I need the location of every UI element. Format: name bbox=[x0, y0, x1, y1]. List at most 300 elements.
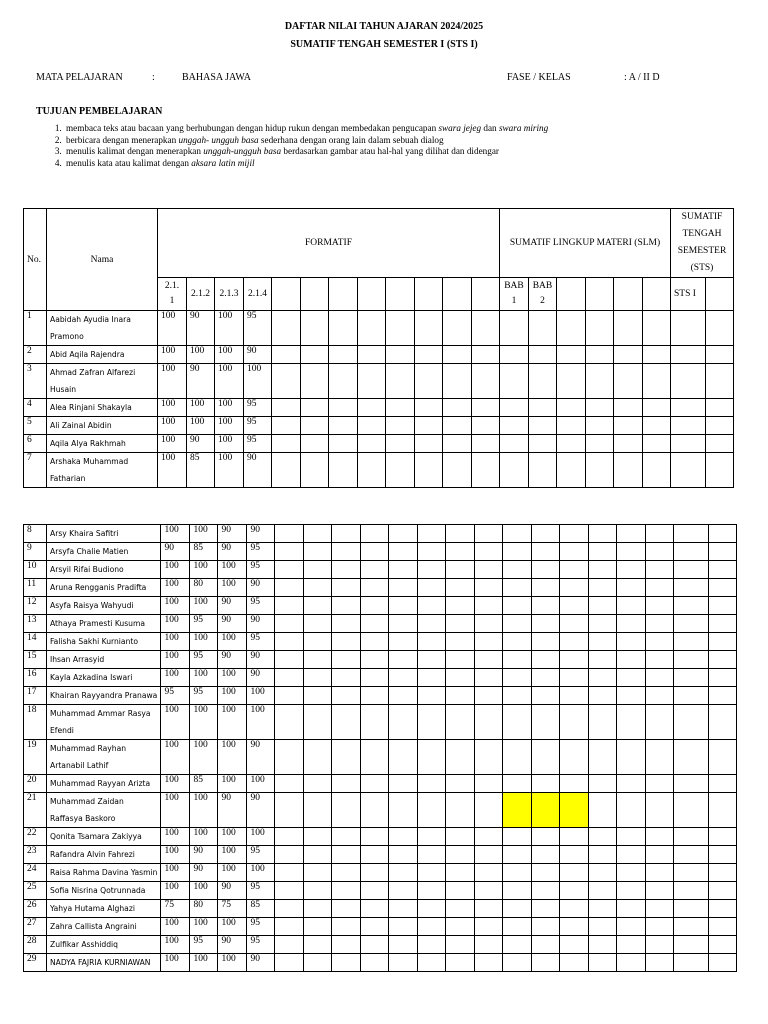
empty-cell bbox=[332, 882, 361, 900]
empty-cell bbox=[361, 651, 389, 669]
empty-cell bbox=[304, 900, 332, 918]
empty-cell bbox=[332, 543, 361, 561]
empty-cell bbox=[329, 417, 358, 435]
empty-cell bbox=[361, 918, 389, 936]
empty-cell bbox=[614, 311, 643, 346]
student-row bbox=[24, 311, 734, 346]
empty-cell bbox=[329, 311, 358, 346]
student-number: 11 bbox=[24, 579, 47, 597]
student-number: 13 bbox=[24, 615, 47, 633]
empty-cell bbox=[304, 936, 332, 954]
empty-cell bbox=[475, 705, 503, 740]
empty-cell bbox=[332, 633, 361, 651]
empty-cell bbox=[503, 705, 532, 740]
empty-cell bbox=[560, 597, 589, 615]
student-row bbox=[24, 633, 737, 651]
empty-cell bbox=[500, 399, 529, 417]
score-cell: 100 bbox=[161, 864, 190, 882]
empty-cell bbox=[529, 453, 557, 488]
score-cell: 100 bbox=[158, 364, 187, 399]
score-cell: 95 bbox=[190, 687, 218, 705]
empty-cell bbox=[415, 417, 443, 435]
empty-cell bbox=[304, 597, 332, 615]
student-name: Ahmad Zafran Alfarezi Husain bbox=[47, 364, 158, 399]
empty-cell bbox=[389, 615, 418, 633]
empty-cell bbox=[643, 399, 671, 417]
score-cell: 100 bbox=[218, 705, 247, 740]
score-cell: 100 bbox=[218, 918, 247, 936]
empty-cell bbox=[503, 561, 532, 579]
empty-cell bbox=[589, 543, 617, 561]
empty-cell bbox=[589, 864, 617, 882]
empty-cell bbox=[475, 687, 503, 705]
empty-cell bbox=[475, 615, 503, 633]
empty-cell bbox=[275, 954, 304, 972]
empty-cell bbox=[304, 882, 332, 900]
empty-cell bbox=[275, 846, 304, 864]
empty-cell bbox=[418, 918, 446, 936]
score-cell: 90 bbox=[187, 435, 215, 453]
score-cell: 100 bbox=[244, 364, 272, 399]
score-cell: 85 bbox=[247, 900, 275, 918]
empty-cell bbox=[475, 543, 503, 561]
empty-cell bbox=[446, 936, 475, 954]
header-formatif: FORMATIF bbox=[158, 209, 500, 278]
empty-cell bbox=[389, 651, 418, 669]
empty-cell bbox=[674, 561, 709, 579]
empty-cell bbox=[617, 543, 646, 561]
empty-cell bbox=[674, 828, 709, 846]
empty-cell bbox=[446, 525, 475, 543]
empty-cell bbox=[709, 543, 737, 561]
empty-cell bbox=[646, 561, 674, 579]
empty-cell bbox=[557, 435, 586, 453]
student-row bbox=[24, 525, 737, 543]
score-cell: 75 bbox=[161, 900, 190, 918]
score-cell: 95 bbox=[247, 846, 275, 864]
empty-cell bbox=[614, 453, 643, 488]
score-cell: 90 bbox=[218, 525, 247, 543]
student-name: Sofia Nisrina Qotrunnada bbox=[47, 882, 161, 900]
score-cell: 95 bbox=[247, 633, 275, 651]
student-number: 18 bbox=[24, 705, 47, 740]
score-cell: 100 bbox=[190, 525, 218, 543]
empty-cell bbox=[472, 399, 500, 417]
empty-cell bbox=[304, 918, 332, 936]
empty-cell bbox=[674, 882, 709, 900]
empty-cell bbox=[332, 793, 361, 828]
score-cell: 100 bbox=[218, 633, 247, 651]
empty-cell bbox=[361, 775, 389, 793]
empty-cell bbox=[446, 543, 475, 561]
student-number: 20 bbox=[24, 775, 47, 793]
score-cell: 90 bbox=[218, 793, 247, 828]
empty-cell bbox=[529, 435, 557, 453]
score-cell: 95 bbox=[247, 918, 275, 936]
empty-cell bbox=[418, 633, 446, 651]
empty-cell bbox=[706, 311, 734, 346]
student-name: Raisa Rahma Davina Yasmin bbox=[47, 864, 161, 882]
empty-cell bbox=[646, 936, 674, 954]
score-cell: 100 bbox=[161, 954, 190, 972]
empty-cell bbox=[560, 651, 589, 669]
empty-cell bbox=[332, 687, 361, 705]
score-cell: 100 bbox=[218, 740, 247, 775]
empty-cell bbox=[275, 651, 304, 669]
empty-cell bbox=[275, 543, 304, 561]
empty-cell bbox=[557, 346, 586, 364]
empty-cell bbox=[589, 918, 617, 936]
empty-cell bbox=[586, 311, 614, 346]
empty-cell bbox=[617, 828, 646, 846]
score-cell: 100 bbox=[161, 740, 190, 775]
empty-cell bbox=[674, 579, 709, 597]
empty-cell bbox=[646, 705, 674, 740]
score-cell: 75 bbox=[218, 900, 247, 918]
empty-cell bbox=[443, 453, 472, 488]
empty-cell bbox=[332, 954, 361, 972]
student-row bbox=[24, 918, 737, 936]
empty-cell bbox=[301, 311, 329, 346]
empty-cell bbox=[706, 399, 734, 417]
empty-cell bbox=[586, 453, 614, 488]
score-cell: 90 bbox=[247, 525, 275, 543]
empty-cell bbox=[532, 597, 560, 615]
student-row bbox=[24, 543, 737, 561]
student-name: Kayla Azkadina Iswari bbox=[47, 669, 161, 687]
empty-cell bbox=[304, 543, 332, 561]
empty-cell bbox=[709, 846, 737, 864]
empty-cell bbox=[617, 561, 646, 579]
empty-cell bbox=[446, 597, 475, 615]
empty-cell bbox=[418, 740, 446, 775]
grade-table-part-1 bbox=[23, 208, 734, 488]
empty-cell bbox=[646, 864, 674, 882]
student-row bbox=[24, 775, 737, 793]
empty-cell bbox=[475, 561, 503, 579]
header-sts: SUMATIF TENGAH SEMESTER (STS) bbox=[671, 209, 734, 278]
empty-cell bbox=[589, 882, 617, 900]
empty-cell bbox=[560, 615, 589, 633]
empty-cell bbox=[503, 740, 532, 775]
empty-cell bbox=[532, 615, 560, 633]
empty-cell bbox=[275, 740, 304, 775]
student-number: 6 bbox=[24, 435, 47, 453]
empty-cell bbox=[646, 633, 674, 651]
empty-cell bbox=[589, 846, 617, 864]
student-row bbox=[24, 615, 737, 633]
score-cell: 100 bbox=[218, 846, 247, 864]
empty-cell bbox=[503, 846, 532, 864]
empty-cell bbox=[418, 882, 446, 900]
score-cell: 100 bbox=[247, 687, 275, 705]
empty-cell bbox=[674, 954, 709, 972]
empty-cell bbox=[532, 846, 560, 864]
empty-cell bbox=[418, 579, 446, 597]
empty-cell bbox=[709, 828, 737, 846]
empty-cell bbox=[475, 651, 503, 669]
empty-cell bbox=[446, 579, 475, 597]
empty-cell bbox=[415, 346, 443, 364]
empty-cell bbox=[500, 346, 529, 364]
student-row bbox=[24, 740, 737, 775]
empty-cell bbox=[503, 579, 532, 597]
empty-cell bbox=[418, 793, 446, 828]
empty-cell bbox=[646, 775, 674, 793]
empty-cell bbox=[358, 364, 386, 399]
empty-cell bbox=[617, 633, 646, 651]
empty-cell bbox=[589, 775, 617, 793]
empty-cell bbox=[706, 453, 734, 488]
score-cell: 90 bbox=[218, 651, 247, 669]
empty-cell bbox=[304, 846, 332, 864]
student-number: 28 bbox=[24, 936, 47, 954]
header-slm: SUMATIF LINGKUP MATERI (SLM) bbox=[500, 209, 671, 278]
empty-cell bbox=[272, 311, 301, 346]
empty-cell bbox=[646, 687, 674, 705]
empty-cell bbox=[332, 669, 361, 687]
empty-cell bbox=[586, 364, 614, 399]
empty-cell bbox=[415, 435, 443, 453]
empty-cell bbox=[418, 775, 446, 793]
student-number: 8 bbox=[24, 525, 47, 543]
empty-cell bbox=[475, 633, 503, 651]
empty-cell bbox=[389, 864, 418, 882]
empty-cell bbox=[361, 954, 389, 972]
empty-cell bbox=[560, 705, 589, 740]
empty-cell bbox=[503, 828, 532, 846]
empty-cell bbox=[643, 453, 671, 488]
student-name: Muhammad Rayyan Arizta bbox=[47, 775, 161, 793]
student-number: 1 bbox=[24, 311, 47, 346]
empty-cell bbox=[674, 705, 709, 740]
empty-cell bbox=[446, 793, 475, 828]
empty-cell bbox=[532, 525, 560, 543]
empty-cell bbox=[275, 900, 304, 918]
empty-cell bbox=[589, 936, 617, 954]
empty-cell bbox=[389, 918, 418, 936]
header-2-1-2: 2.1.2 bbox=[187, 278, 215, 311]
empty-cell bbox=[532, 561, 560, 579]
empty-cell bbox=[589, 793, 617, 828]
score-cell: 90 bbox=[218, 615, 247, 633]
empty-cell bbox=[532, 864, 560, 882]
score-cell: 90 bbox=[247, 669, 275, 687]
empty-cell bbox=[503, 900, 532, 918]
score-cell: 100 bbox=[215, 399, 244, 417]
score-cell: 90 bbox=[247, 954, 275, 972]
empty-cell bbox=[386, 399, 415, 417]
empty-cell bbox=[389, 705, 418, 740]
student-row bbox=[24, 882, 737, 900]
student-number: 12 bbox=[24, 597, 47, 615]
empty-cell bbox=[361, 846, 389, 864]
score-cell: 100 bbox=[190, 882, 218, 900]
empty-cell bbox=[646, 954, 674, 972]
empty-cell bbox=[301, 399, 329, 417]
empty-cell bbox=[674, 846, 709, 864]
empty-cell bbox=[560, 740, 589, 775]
empty-cell bbox=[646, 669, 674, 687]
empty-cell bbox=[475, 669, 503, 687]
empty-cell bbox=[560, 579, 589, 597]
empty-cell bbox=[472, 453, 500, 488]
empty-cell bbox=[709, 615, 737, 633]
score-cell: 100 bbox=[187, 399, 215, 417]
empty-cell bbox=[560, 775, 589, 793]
header-2-1-1: 2.1. 1 bbox=[158, 278, 187, 311]
empty-cell bbox=[643, 364, 671, 399]
empty-cell bbox=[560, 687, 589, 705]
empty-cell bbox=[418, 615, 446, 633]
empty-cell bbox=[386, 453, 415, 488]
score-cell: 85 bbox=[190, 775, 218, 793]
empty-cell bbox=[643, 278, 671, 311]
score-cell: 100 bbox=[161, 828, 190, 846]
empty-cell bbox=[617, 882, 646, 900]
empty-cell bbox=[443, 346, 472, 364]
score-cell: 100 bbox=[161, 525, 190, 543]
empty-cell bbox=[532, 579, 560, 597]
student-number: 22 bbox=[24, 828, 47, 846]
empty-cell bbox=[275, 882, 304, 900]
score-cell: 90 bbox=[190, 846, 218, 864]
empty-cell bbox=[304, 669, 332, 687]
score-cell: 100 bbox=[161, 918, 190, 936]
empty-cell bbox=[389, 882, 418, 900]
empty-cell bbox=[418, 597, 446, 615]
empty-cell bbox=[358, 435, 386, 453]
empty-cell bbox=[709, 525, 737, 543]
empty-cell bbox=[304, 633, 332, 651]
score-cell: 100 bbox=[161, 669, 190, 687]
empty-cell bbox=[275, 705, 304, 740]
score-cell: 100 bbox=[215, 311, 244, 346]
empty-cell bbox=[272, 453, 301, 488]
empty-cell bbox=[446, 954, 475, 972]
header-2-1-3: 2.1.3 bbox=[215, 278, 244, 311]
empty-cell bbox=[671, 364, 706, 399]
score-cell: 90 bbox=[218, 543, 247, 561]
document-title: DAFTAR NILAI TAHUN AJARAN 2024/2025 bbox=[284, 21, 484, 32]
empty-cell bbox=[304, 705, 332, 740]
empty-cell bbox=[560, 828, 589, 846]
student-name: Zulfikar Asshiddiq bbox=[47, 936, 161, 954]
empty-cell bbox=[529, 417, 557, 435]
empty-cell bbox=[361, 597, 389, 615]
score-cell: 100 bbox=[161, 579, 190, 597]
score-cell: 95 bbox=[247, 882, 275, 900]
score-cell: 95 bbox=[244, 435, 272, 453]
empty-cell bbox=[443, 278, 472, 311]
empty-cell bbox=[560, 633, 589, 651]
empty-cell bbox=[589, 687, 617, 705]
empty-cell bbox=[646, 651, 674, 669]
empty-cell bbox=[361, 525, 389, 543]
empty-cell bbox=[500, 364, 529, 399]
student-row bbox=[24, 597, 737, 615]
student-name: Ihsan Arrasyid bbox=[47, 651, 161, 669]
empty-cell bbox=[361, 561, 389, 579]
score-cell: 90 bbox=[247, 793, 275, 828]
empty-cell bbox=[671, 417, 706, 435]
student-number: 25 bbox=[24, 882, 47, 900]
empty-cell bbox=[418, 828, 446, 846]
empty-cell bbox=[646, 793, 674, 828]
score-cell: 90 bbox=[187, 364, 215, 399]
empty-cell bbox=[643, 311, 671, 346]
empty-cell bbox=[443, 417, 472, 435]
empty-cell bbox=[304, 775, 332, 793]
empty-cell bbox=[301, 435, 329, 453]
empty-cell bbox=[560, 864, 589, 882]
student-number: 24 bbox=[24, 864, 47, 882]
empty-cell bbox=[472, 435, 500, 453]
empty-cell bbox=[646, 900, 674, 918]
score-cell: 90 bbox=[218, 597, 247, 615]
empty-cell bbox=[532, 687, 560, 705]
empty-cell bbox=[706, 346, 734, 364]
empty-cell bbox=[304, 740, 332, 775]
empty-cell bbox=[532, 936, 560, 954]
empty-cell bbox=[361, 740, 389, 775]
empty-cell bbox=[503, 651, 532, 669]
empty-cell bbox=[560, 525, 589, 543]
student-row bbox=[24, 954, 737, 972]
empty-cell bbox=[557, 399, 586, 417]
empty-cell bbox=[586, 278, 614, 311]
empty-cell bbox=[418, 846, 446, 864]
empty-cell bbox=[475, 864, 503, 882]
empty-cell bbox=[275, 687, 304, 705]
empty-cell bbox=[386, 364, 415, 399]
empty-cell bbox=[446, 651, 475, 669]
student-number: 4 bbox=[24, 399, 47, 417]
tujuan-item: 4. menulis kata atau kalimat dengan aksara latin mijil bbox=[64, 158, 548, 170]
document-subtitle: SUMATIF TENGAH SEMESTER I (STS I) bbox=[290, 39, 478, 50]
empty-cell bbox=[361, 864, 389, 882]
empty-cell bbox=[614, 417, 643, 435]
empty-cell bbox=[358, 278, 386, 311]
score-cell: 100 bbox=[215, 435, 244, 453]
empty-cell bbox=[361, 633, 389, 651]
empty-cell bbox=[709, 864, 737, 882]
empty-cell bbox=[361, 543, 389, 561]
empty-cell bbox=[272, 364, 301, 399]
empty-cell bbox=[446, 864, 475, 882]
empty-cell bbox=[532, 705, 560, 740]
empty-cell bbox=[557, 453, 586, 488]
empty-cell bbox=[617, 687, 646, 705]
score-cell: 100 bbox=[190, 669, 218, 687]
score-cell: 100 bbox=[187, 346, 215, 364]
empty-cell bbox=[332, 936, 361, 954]
empty-cell bbox=[415, 311, 443, 346]
empty-cell bbox=[589, 615, 617, 633]
empty-cell bbox=[332, 740, 361, 775]
empty-cell bbox=[301, 364, 329, 399]
empty-cell bbox=[532, 669, 560, 687]
student-name: Zahra Callista Angraini bbox=[47, 918, 161, 936]
empty-cell bbox=[503, 936, 532, 954]
empty-cell bbox=[472, 311, 500, 346]
score-cell: 95 bbox=[244, 417, 272, 435]
empty-cell bbox=[275, 597, 304, 615]
score-cell: 100 bbox=[190, 561, 218, 579]
empty-cell bbox=[560, 543, 589, 561]
empty-cell bbox=[272, 417, 301, 435]
mapel-label: MATA PELAJARAN bbox=[36, 72, 123, 83]
